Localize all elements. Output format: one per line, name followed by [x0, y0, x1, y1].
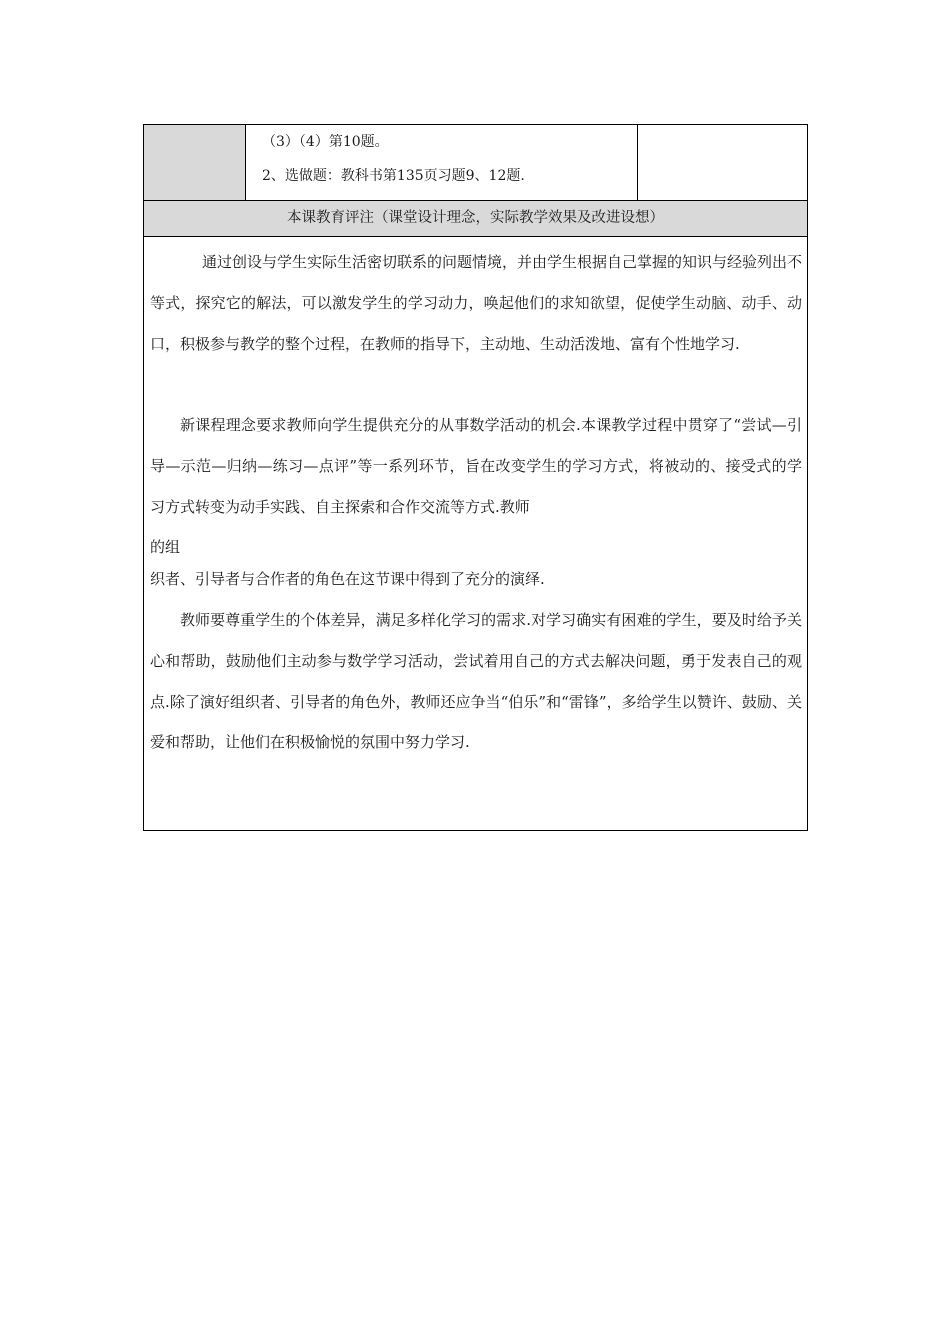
homework-line-1: （3）（4）第10题。	[262, 134, 389, 150]
commentary-cell	[144, 237, 807, 830]
commentary-paragraph-3: 教师要尊重学生的个体差异，满足多样化学习的需求.对学习确实有困难的学生，要及时给予关心和帮助，鼓励他们主动参与数学学习活动，尝试着用自己的方式去解决问题，勇于发表自己的观点.除了演好组织者、引导者的角色外，教师还应争当“伯乐”和“雷锋”，多给学生以赞许、鼓励、关爱和帮助，让他们在积极愉悦的氛围中努力学习.	[150, 611, 802, 752]
commentary-paragraph-2-end: 织者、引导者与合作者的角色在这节课中得到了充分的演绎.	[150, 570, 545, 588]
lesson-table	[143, 124, 808, 831]
commentary-paragraph-2-continued: 的组	[150, 538, 181, 556]
homework-cell	[246, 125, 638, 200]
notes-cell	[638, 125, 807, 200]
label-cell	[144, 125, 246, 200]
homework-row	[144, 125, 807, 201]
section-header: 本课教育评注（课堂设计理念，实际教学效果及改进设想）	[144, 201, 807, 237]
commentary-paragraph-1: 通过创设与学生实际生活密切联系的问题情境，并由学生根据自己掌握的知识与经验列出不等式，探究它的解法，可以激发学生的学习动力，唤起他们的求知欲望，促使学生动脑、动手、动口，积极参与教学的整个过程，在教师的指导下，主动地、生动活泼地、富有个性地学习.	[150, 253, 803, 353]
commentary-paragraph-2: 新课程理念要求教师向学生提供充分的从事数学活动的机会.本课教学过程中贯穿了“尝试—引导—示范—归纳—练习—点评”等一系列环节，旨在改变学生的学习方式，将被动的、接受式的学习方式转变为动手实践、自主探索和合作交流等方式.教师	[150, 416, 802, 516]
homework-line-2: 2、选做题：教科书第135页习题9、12题.	[262, 168, 525, 184]
